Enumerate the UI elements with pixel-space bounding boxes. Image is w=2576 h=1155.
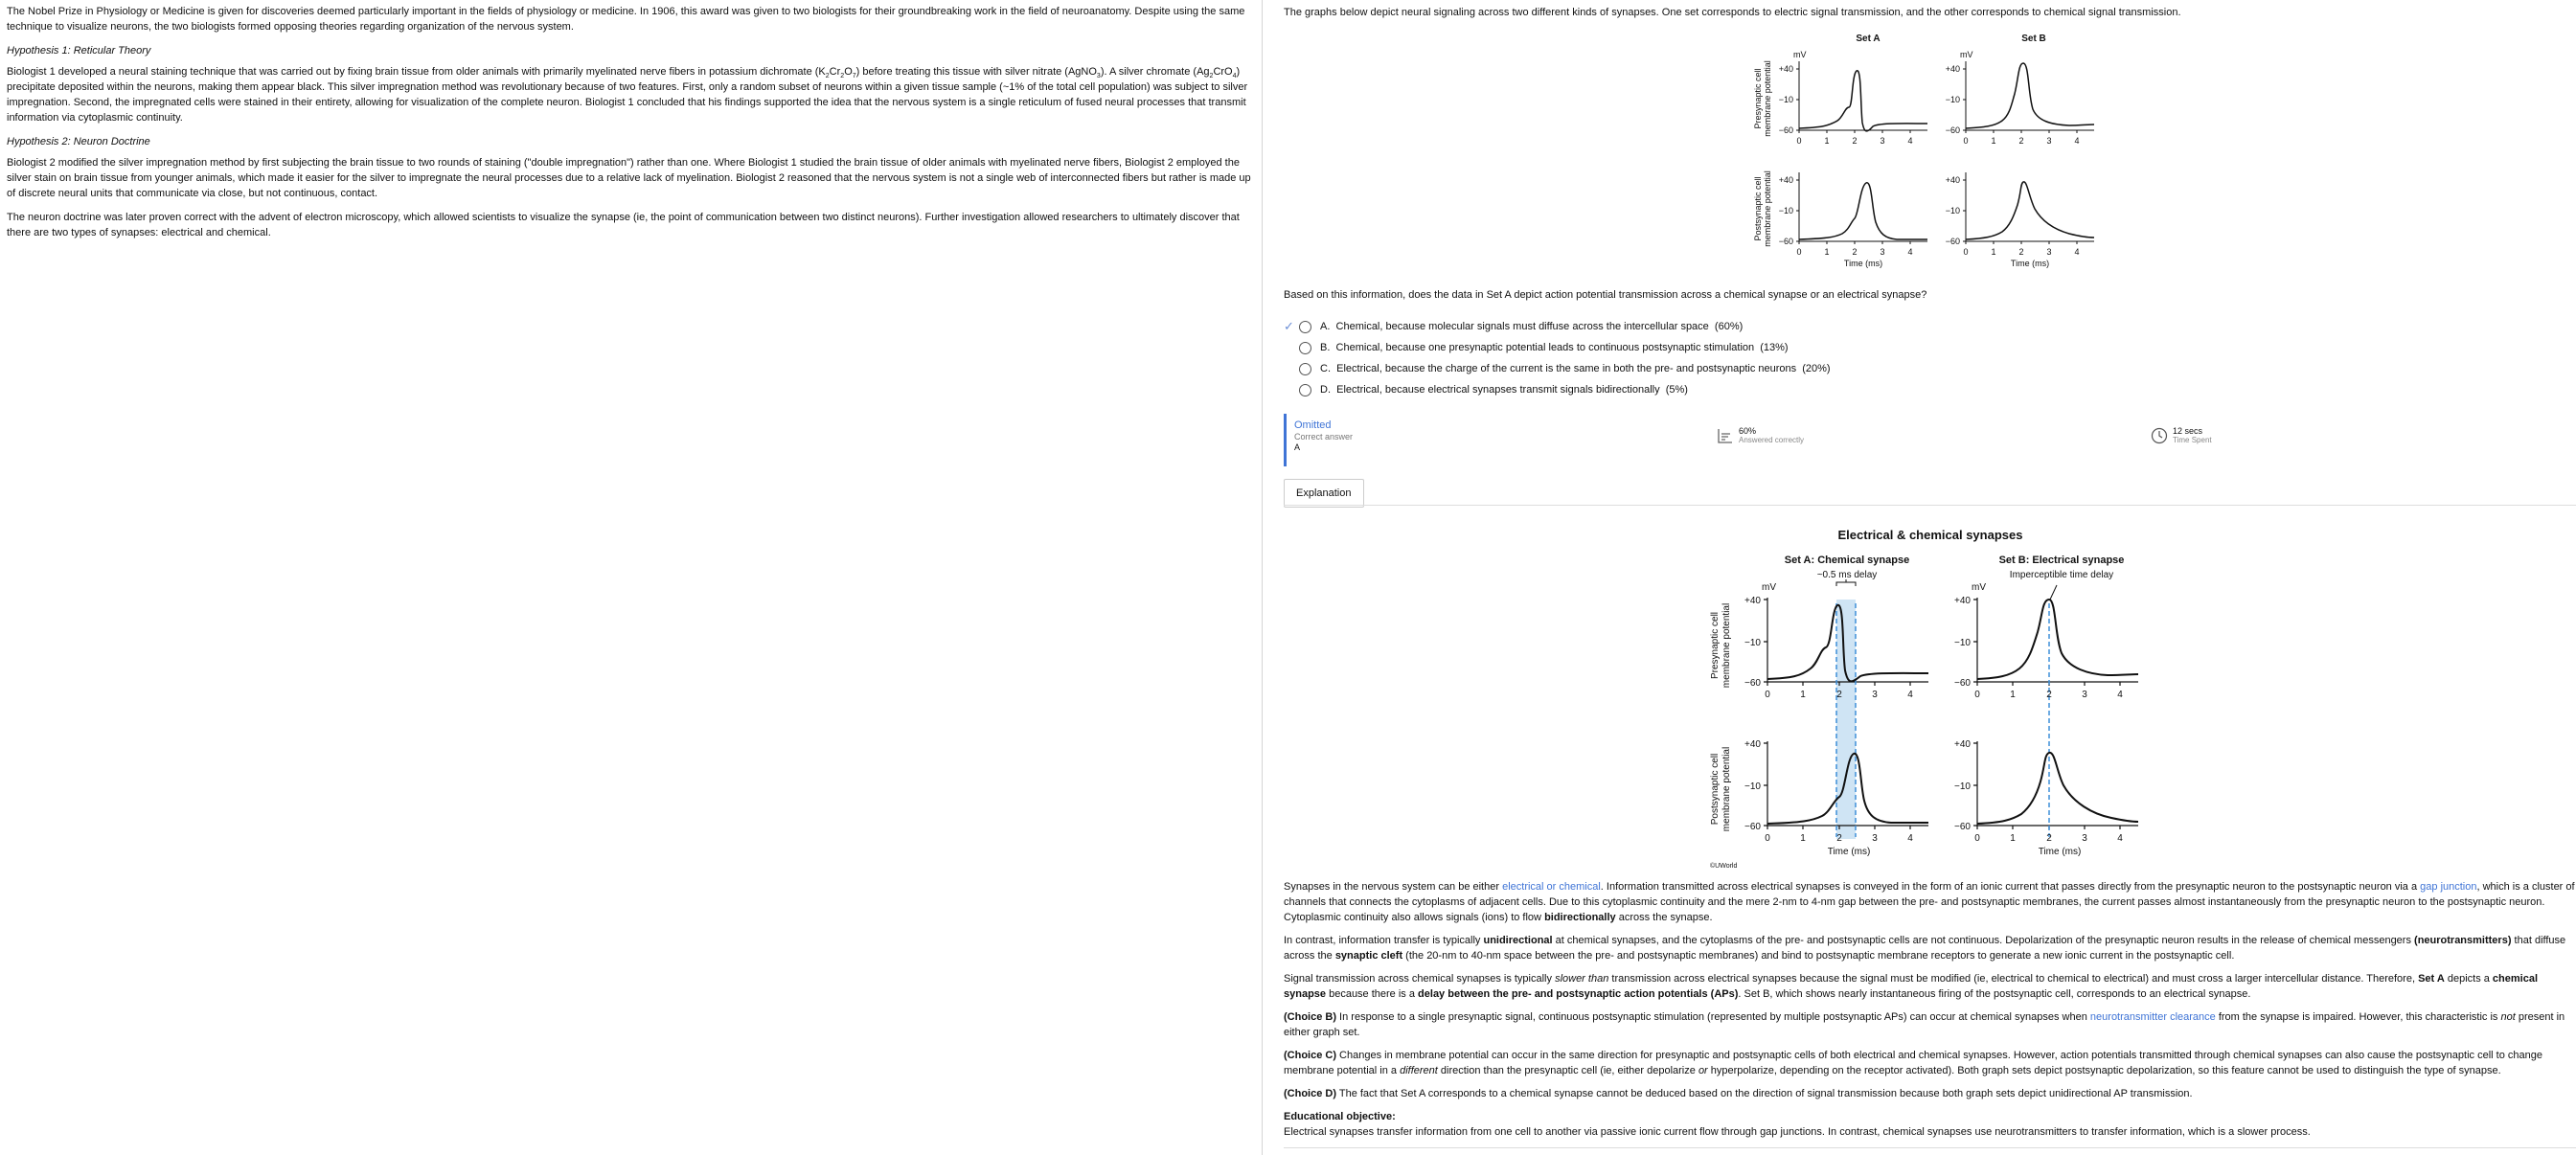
educational-objective-text: Electrical synapses transfer information from one cell to another via passive ionic current flow through gap junctions. In contrast, chemical synapses use neurotransmitters to transfer information, which is a slower process.: [1284, 1126, 2311, 1138]
svg-text:3: 3: [1872, 833, 1878, 844]
passage-closing: The neuron doctrine was later proven correct with the advent of electron microscopy, which allowed scientists to visualize the synapse (ie, the point of communication between two distinct neurons). Further investigation allowed researchers to ultimately discover that there are two types of synapses: electrical and chemical.: [7, 212, 1240, 238]
svg-text:3: 3: [2082, 833, 2087, 844]
explanation-figure: [1705, 550, 2165, 872]
svg-text:3: 3: [2082, 690, 2087, 700]
fig-ylabel-post-1: Postsynaptic cell: [1710, 753, 1721, 826]
expl-choice-b: (Choice B) In response to a single presynaptic signal, continuous postsynaptic stimulation (represented by multiple postsynaptic APs) can occur at chemical synapses when neurotransmitter clearance from the synapse is impaired. However, this characteristic is not present in either graph set.: [1284, 1011, 2565, 1038]
svg-text:3: 3: [2046, 136, 2052, 146]
bar-chart-icon: [1717, 427, 1734, 444]
hypothesis-1-text: Biologist 1 developed a neural staining technique that was carried out by fixing brain tissue from older animals with primarily myelinated nerve fibers in potassium dichromate $(K_2Cr_2O_7)$ before treating this tissue with silver nitrate (AgNO$_3$). A silver chromate $(Ag_2CrO_4)$ precipitate deposited within the neurons, making them appear black. This silver impregnation method was revolutionary because of two features. First, only a random subset of neurons within a given tissue sample (~1% of the total cell population) was subject to silver impregnation. Second, the impregnated cells were stained in their entirety, allowing for visualization of the complete neuron. Biologist 1 concluded that his findings supported the idea that the nervous system is a single reticulum of fused neural processes that transmit information via cytoplasmic continuity.: [7, 66, 1248, 124]
passage-pane: [0, 0, 1263, 1155]
question-graphs: [1744, 27, 2127, 278]
svg-text:Time (ms): Time (ms): [1827, 847, 1871, 857]
svg-text:Time (ms): Time (ms): [2038, 847, 2082, 857]
svg-text:1: 1: [1800, 833, 1806, 844]
delay-shading: [1836, 600, 1856, 839]
expl-para-1: Synapses in the nervous system can be either electrical or chemical. Information transmitted across electrical synapses is conveyed in the form of an ionic current that passes directly from the presynaptic neuron to the postsynaptic neuron via a gap junction, which is a cluster of channels that connects the cytoplasms of adjacent cells. Due to this cytoplasmic continuity and the mere 2-nm to 4-nm gap between the pre- and postsynaptic membranes, the current passes almost instantaneously from the presynaptic neuron to the postsynaptic neuron. Cytoplasmic continuity also allows signals (ions) to flow bidirectionally across the synapse.: [1284, 881, 2575, 923]
svg-text:1: 1: [1824, 136, 1830, 146]
radio-button[interactable]: [1299, 363, 1311, 375]
explanation-text: [1284, 879, 2576, 1147]
fig-ylabel-post-2: membrane potential: [1721, 746, 1732, 832]
svg-text:+40: +40: [1954, 739, 1971, 750]
svg-text:4: 4: [1907, 833, 1913, 844]
svg-text:−60: −60: [1954, 678, 1971, 689]
trace-b-pre: [1966, 63, 2094, 128]
svg-text:2: 2: [2018, 247, 2024, 257]
time-spent-stat: 12 secs Time Spent: [2151, 426, 2212, 445]
svg-text:−60: −60: [1744, 822, 1761, 832]
expl-para-3: Signal transmission across chemical synapses is typically slower than transmission across electrical synapses because the signal must be modified (ie, electrical to chemical to electrical) and must cross a larger intercellular distance. Therefore, Set A depicts a chemical synapse because there is a delay between the pre- and postsynaptic action potentials (APs). Set B, which shows nearly instantaneous firing of the postsynaptic cell, corresponds to an electrical synapse.: [1284, 973, 2539, 1000]
svg-text:−60: −60: [1945, 125, 1960, 135]
svg-text:+40: +40: [1945, 175, 1960, 185]
svg-text:2: 2: [2046, 690, 2052, 700]
correct-answer-value: A: [1294, 442, 1301, 452]
radio-button[interactable]: [1299, 342, 1311, 354]
svg-text:2: 2: [2046, 833, 2052, 844]
svg-text:1: 1: [2010, 833, 2016, 844]
svg-text:−60: −60: [1954, 822, 1971, 832]
percent-correct-stat: 60% Answered correctly: [1717, 426, 1804, 445]
svg-text:0: 0: [1765, 690, 1770, 700]
divider: [1284, 505, 2576, 506]
svg-text:0: 0: [1974, 690, 1980, 700]
fig-set-a-sub: ~0.5 ms delay: [1816, 570, 1878, 580]
svg-text:0: 0: [1796, 247, 1802, 257]
link-neurotransmitter-clearance[interactable]: neurotransmitter clearance: [2089, 1011, 2216, 1023]
svg-text:4: 4: [2074, 136, 2080, 146]
choice-a[interactable]: ✓ A. Chemical, because molecular signals must diffuse across the intercellular space (60%): [1284, 319, 1744, 333]
trace-a-pre: [1799, 71, 1927, 131]
svg-text:+40: +40: [1744, 596, 1761, 606]
svg-text:+40: +40: [1744, 739, 1761, 750]
svg-text:0: 0: [1765, 833, 1770, 844]
ylabel-pre-1: Presynaptic cell: [1753, 68, 1763, 129]
educational-objective-title: Educational objective:: [1284, 1111, 1396, 1122]
svg-text:4: 4: [1907, 690, 1913, 700]
svg-text:1: 1: [1991, 136, 1996, 146]
explanation-tab[interactable]: Explanation: [1284, 479, 1364, 508]
trace-a-post: [1799, 183, 1927, 239]
svg-text:mV: mV: [1972, 582, 1986, 593]
svg-text:2: 2: [1852, 247, 1858, 257]
svg-text:−10: −10: [1954, 781, 1971, 792]
delay-bracket: [1836, 579, 1856, 586]
ylabel-post-2: membrane potential: [1763, 170, 1772, 247]
ylabel-pre-2: membrane potential: [1763, 60, 1772, 137]
set-a-label: Set A: [1856, 34, 1881, 44]
clock-icon: [2151, 427, 2168, 444]
svg-text:−60: −60: [1778, 237, 1793, 246]
question-intro: The graphs below depict neural signaling across two different kinds of synapses. One set corresponds to electric signal transmission, and the other corresponds to chemical signal transmission.: [1284, 7, 2181, 18]
expl-para-2: In contrast, information transfer is typically unidirectional at chemical synapses, and the cytoplasms of the pre- and postsynaptic cells are not continuous. Depolarization of the presynaptic neuron results in the release of chemical messengers (neurotransmitters) that diffuse across the synaptic cleft (the 20-nm to 40-nm space between the pre- and postsynaptic membranes) and bind to postsynaptic membrane receptors to generate a new ionic current in the postsynaptic cell.: [1284, 935, 2566, 962]
svg-text:1: 1: [1991, 247, 1996, 257]
svg-text:3: 3: [1872, 690, 1878, 700]
passage-intro: The Nobel Prize in Physiology or Medicine is given for discoveries deemed particularly important in the fields of physiology or medicine. In 1906, this award was given to two biologists for their groundbreaking work in the field of neuroanatomy. Despite using the same technique to visualize neurons, the two biologists formed opposing theories regarding organization of the nervous system.: [7, 6, 1245, 33]
svg-text:0: 0: [1974, 833, 1980, 844]
svg-text:2: 2: [1836, 690, 1842, 700]
svg-text:−60: −60: [1945, 237, 1960, 246]
fig-set-a-title: Set A: Chemical synapse: [1784, 555, 1910, 566]
fig-set-b-sub: Imperceptible time delay: [2009, 570, 2114, 580]
svg-text:2: 2: [1852, 136, 1858, 146]
svg-text:+40: +40: [1778, 64, 1793, 74]
answer-choices: [1284, 316, 1831, 400]
hypothesis-1-title: Hypothesis 1: Reticular Theory: [7, 45, 151, 57]
trace-b-post: [1966, 182, 2094, 239]
time-pointer: [2050, 585, 2057, 600]
xlabel-b: Time (ms): [2010, 259, 2050, 268]
hypothesis-2-title: Hypothesis 2: Neuron Doctrine: [7, 136, 150, 147]
svg-text:3: 3: [2046, 247, 2052, 257]
svg-text:−60: −60: [1778, 125, 1793, 135]
choice-d[interactable]: D. Electrical, because electrical synapses transmit signals bidirectionally (5%): [1284, 379, 1831, 400]
svg-text:4: 4: [2117, 690, 2123, 700]
svg-text:4: 4: [2117, 833, 2123, 844]
svg-text:−10: −10: [1945, 206, 1960, 215]
svg-text:−60: −60: [1744, 678, 1761, 689]
link-gap-junction[interactable]: gap junction: [2420, 881, 2477, 893]
svg-text:1: 1: [1800, 690, 1806, 700]
fig-set-b-title: Set B: Electrical synapse: [1998, 555, 2125, 566]
svg-text:2: 2: [1836, 833, 1842, 844]
svg-text:1: 1: [1824, 247, 1830, 257]
svg-text:2: 2: [2018, 136, 2024, 146]
svg-text:0: 0: [1796, 136, 1802, 146]
svg-text:+40: +40: [1954, 596, 1971, 606]
correct-check-icon: ✓: [1284, 319, 1294, 333]
svg-text:4: 4: [2074, 247, 2080, 257]
svg-text:−10: −10: [1778, 95, 1793, 104]
question-stem: Based on this information, does the data in Set A depict action potential transmission across a chemical synapse or an electrical synapse?: [1284, 289, 1927, 301]
omitted-status: [1284, 414, 1705, 466]
radio-button[interactable]: [1299, 321, 1311, 333]
link-electrical-chemical[interactable]: electrical or chemical: [1502, 881, 1601, 893]
expl-choice-c: (Choice C) Changes in membrane potential can occur in the same direction for presynaptic and postsynaptic cells of both electrical and chemical synapses. However, action potentials transmitted through chemical synapses can also cause the postsynaptic cell to change membrane potential in a different direction than the presynaptic cell (ie, either depolarize or hyperpolarize, depending on the receptor activated). Both graph sets depict postsynaptic depolarization, so this feature cannot be used to distinguish the type of synapse.: [1284, 1050, 2542, 1076]
svg-text:+40: +40: [1778, 175, 1793, 185]
svg-text:+40: +40: [1945, 64, 1960, 74]
set-b-label: Set B: [2021, 34, 2046, 44]
ylabel-post-1: Postsynaptic cell: [1753, 176, 1763, 241]
choice-b[interactable]: B. Chemical, because one presynaptic potential leads to continuous postsynaptic stimulation (13%): [1284, 337, 1831, 358]
hypothesis-2-text: Biologist 2 modified the silver impregnation method by first subjecting the brain tissue to two rounds of staining ("double impregnation") rather than one. Where Biologist 1 studied the brain tissue of older animals with myelinated nerve fibers, Biologist 2 employed the silver stain on brain tissue from younger animals, which made it easier for the silver to impregnate the neural processes due to a relative lack of myelination. Biologist 2 reasoned that the nervous system is not a single web of interconnected fibers but rather is made up of discrete neural units that communicate via close, but not continuous, contact.: [7, 157, 1251, 199]
fig-ylabel-pre-2: membrane potential: [1721, 602, 1732, 689]
figure-title: Electrical & chemical synapses: [1837, 528, 2023, 542]
unit-b: mV: [1960, 50, 1973, 59]
status-label: Omitted: [1294, 419, 1332, 431]
xlabel-a: Time (ms): [1843, 259, 1883, 268]
fig-ylabel-pre-1: Presynaptic cell: [1710, 611, 1721, 680]
svg-text:−10: −10: [1954, 638, 1971, 648]
svg-text:0: 0: [1963, 247, 1969, 257]
svg-text:−10: −10: [1945, 95, 1960, 104]
svg-text:4: 4: [1907, 136, 1913, 146]
unit-a: mV: [1793, 50, 1807, 59]
svg-text:3: 3: [1880, 247, 1885, 257]
correct-answer-label: Correct answer: [1294, 432, 1354, 442]
svg-text:−10: −10: [1778, 206, 1793, 215]
copyright: ©UWorld: [1710, 863, 1738, 870]
svg-text:1: 1: [2010, 690, 2016, 700]
svg-text:−10: −10: [1744, 781, 1761, 792]
svg-text:3: 3: [1880, 136, 1885, 146]
svg-text:−10: −10: [1744, 638, 1761, 648]
expl-choice-d: (Choice D) The fact that Set A corresponds to a chemical synapse cannot be deduced based on the direction of signal transmission because both graph sets depict unidirectional AP transmission.: [1284, 1088, 2193, 1099]
svg-text:0: 0: [1963, 136, 1969, 146]
result-bar: [1284, 414, 2576, 466]
radio-button[interactable]: [1299, 384, 1311, 396]
divider: [1284, 1147, 2576, 1148]
choice-c[interactable]: C. Electrical, because the charge of the current is the same in both the pre- and postsynaptic neurons (20%): [1284, 358, 1831, 379]
svg-text:4: 4: [1907, 247, 1913, 257]
svg-text:mV: mV: [1762, 582, 1776, 593]
